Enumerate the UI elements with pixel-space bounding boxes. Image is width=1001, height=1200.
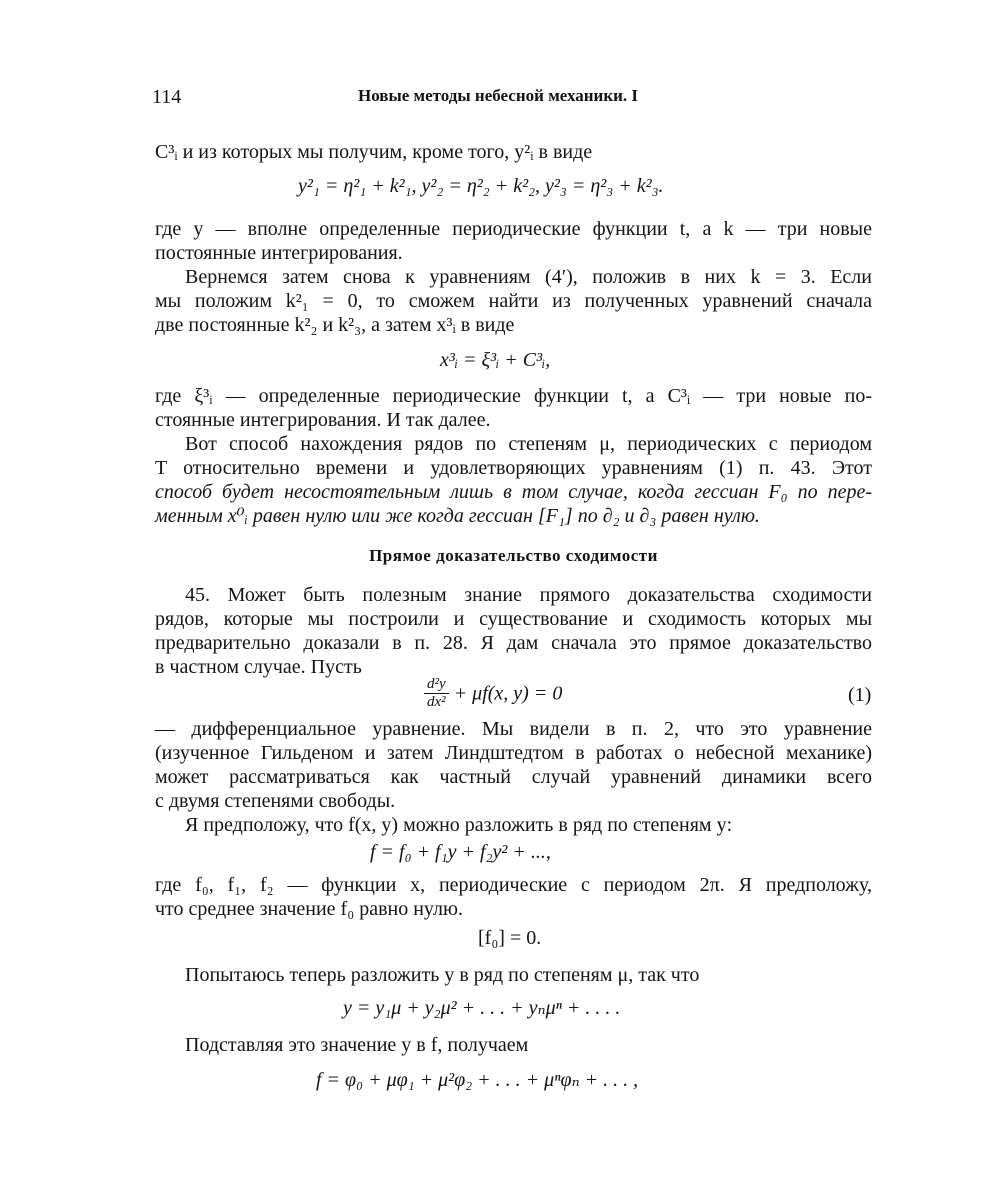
text-line: стоянные интегрирования. И так далее. — [155, 409, 491, 431]
text-line: — дифференциальное уравнение. Мы видели в п. 2, что это уравнение — [155, 718, 872, 740]
text-line: где y — вполне определенные периодические функции t, а k — три новые — [155, 218, 872, 240]
equation-number: (1) — [848, 684, 872, 706]
text-line: рядов, которые мы построили и существование и сходимость которых мы — [155, 608, 872, 630]
equation-y-squared: y²₁ = η²₁ + k²₁, y²₂ = η²₂ + k²₂, y²₃ = η²₃ + k²₃. — [298, 175, 664, 197]
text-line: Подставляя это значение y в f, получаем — [185, 1034, 529, 1056]
fraction-denominator: dx² — [427, 694, 446, 710]
text-line-italic: менным x⁰ᵢ равен нулю или же когда гессиан [F₁] по ∂₂ и ∂₃ равен нулю. — [155, 505, 760, 527]
text-line: Вот способ нахождения рядов по степеням μ, периодических с периодом — [185, 433, 872, 455]
text-line: (изученное Гильденом и затем Линдштедтом в работах о небесной механике) — [155, 742, 872, 764]
text-line: в частном случае. Пусть — [155, 656, 362, 678]
text-line: предварительно доказали в п. 28. Я дам сначала это прямое доказательство — [155, 632, 872, 654]
equation-phi-series: f = φ₀ + μφ₁ + μ²φ₂ + . . . + μⁿφₙ + . . . , — [316, 1069, 639, 1091]
text-line: с двумя степенями свободы. — [155, 790, 396, 812]
text-line: может рассматриваться как частный случай уравнений динамики всего — [155, 766, 872, 788]
text-line: Вернемся затем снова к уравнениям (4′), положив в них k = 3. Если — [185, 266, 872, 288]
equation-x-cubed: x³ᵢ = ξ³ᵢ + C³ᵢ, — [440, 349, 551, 371]
text-line: 45. Может быть полезным знание прямого доказательства сходимости — [185, 584, 872, 606]
equation-rest: + μf(x, y) = 0 — [448, 682, 563, 705]
text-line: две постоянные k²₂ и k²₃, а затем x³ᵢ в виде — [155, 314, 515, 336]
equation-differential — [424, 676, 562, 711]
running-header: Новые методы небесной механики. I — [358, 86, 639, 105]
equation-mean-zero: [f₀] = 0. — [478, 927, 542, 949]
page-number: 114 — [152, 86, 182, 108]
text-line: Я предположу, что f(x, y) можно разложить в ряд по степеням y: — [185, 814, 733, 836]
text-line: Попытаюсь теперь разложить y в ряд по степеням μ, так что — [185, 964, 700, 986]
fraction — [424, 676, 449, 711]
equation-y-series: y = y₁μ + y₂μ² + . . . + yₙμⁿ + . . . . — [343, 997, 621, 1019]
fraction-numerator: d²y — [424, 676, 449, 694]
text-line: T относительно времени и удовлетворяющих уравнениям (1) п. 43. Этот — [155, 457, 872, 479]
text-line: C³ᵢ и из которых мы получим, кроме того, y²ᵢ в виде — [155, 141, 593, 163]
text-line: мы положим k²₁ = 0, то сможем найти из полученных уравнений сначала — [155, 290, 872, 312]
text-line: что среднее значение f₀ равно нулю. — [155, 898, 463, 920]
text-line: где ξ³ᵢ — определенные периодические функции t, а C³ᵢ — три новые по- — [155, 385, 872, 407]
equation-f-series: f = f₀ + f₁y + f₂y² + ..., — [370, 841, 551, 863]
section-heading: Прямое доказательство сходимости — [369, 546, 658, 565]
text-line-italic: способ будет несостоятельным лишь в том случае, когда гессиан F₀ по пере- — [155, 481, 872, 503]
text-line: где f₀, f₁, f₂ — функции x, периодические с периодом 2π. Я предположу, — [155, 874, 872, 896]
text-line: постоянные интегрирования. — [155, 242, 403, 264]
